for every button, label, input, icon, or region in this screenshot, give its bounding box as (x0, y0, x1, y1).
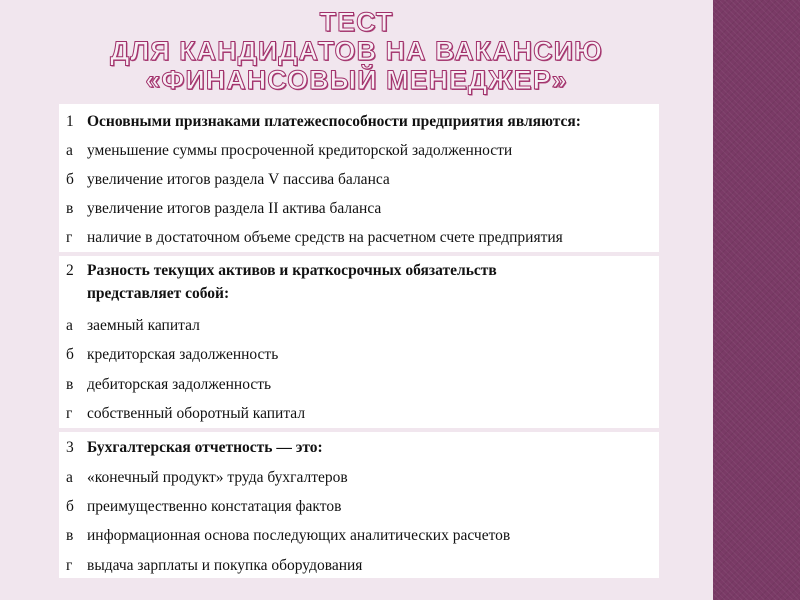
answer-letter: б (66, 498, 74, 515)
question-text: Разность текущих активов и краткосрочных обязательств представляет собой: (87, 262, 497, 302)
answer-text: заемный капитал (87, 317, 200, 334)
answer-text: увеличение итогов раздела II актива баланса (87, 200, 382, 217)
answer-letter: а (66, 142, 73, 159)
title-line-2: ДЛЯ КАНДИДАТОВ НА ВАКАНСИЮ (110, 36, 603, 66)
answer-letter: в (66, 200, 74, 217)
answer-text: информационная основа последующих аналитических расчетов (87, 527, 511, 544)
answer-letter: в (66, 376, 74, 393)
title-line-3: «ФИНАНСОВЫЙ МЕНЕДЖЕР» (145, 65, 568, 95)
answer-letter: в (66, 527, 74, 544)
question-block-3 (59, 432, 659, 578)
answer-text: «конечный продукт» труда бухгалтеров (87, 469, 348, 486)
question-block-2 (59, 256, 659, 428)
answer-text: выдача зарплаты и покупка оборудования (87, 557, 363, 574)
decorative-side-band (713, 0, 800, 600)
question-number: 1 (66, 113, 74, 130)
question-text: Бухгалтерская отчетность — это: (87, 439, 323, 456)
title-line-1: ТЕСТ (319, 7, 394, 37)
question-text: Основными признаками платежеспособности предприятия являются: (87, 113, 581, 130)
answer-letter: г (66, 405, 73, 422)
answer-text: увеличение итогов раздела V пассива баланса (87, 171, 390, 188)
answer-letter: а (66, 469, 73, 486)
answer-text: кредиторская задолженность (87, 346, 279, 363)
answer-letter: г (66, 557, 73, 574)
answer-text: преимущественно констатация фактов (87, 498, 342, 515)
question-number: 3 (66, 439, 74, 456)
answer-text: дебиторская задолженность (87, 376, 272, 393)
answer-letter: г (66, 229, 73, 246)
question-block-1 (59, 104, 659, 252)
answer-letter: б (66, 346, 74, 363)
slide-title (0, 8, 713, 95)
answer-text: уменьшение суммы просроченной кредиторской задолженности (87, 142, 513, 159)
answer-text: наличие в достаточном объеме средств на расчетном счете предприятия (87, 229, 563, 246)
answer-letter: а (66, 317, 73, 334)
question-number: 2 (66, 262, 74, 279)
answer-letter: б (66, 171, 74, 188)
answer-text: собственный оборотный капитал (87, 405, 306, 422)
